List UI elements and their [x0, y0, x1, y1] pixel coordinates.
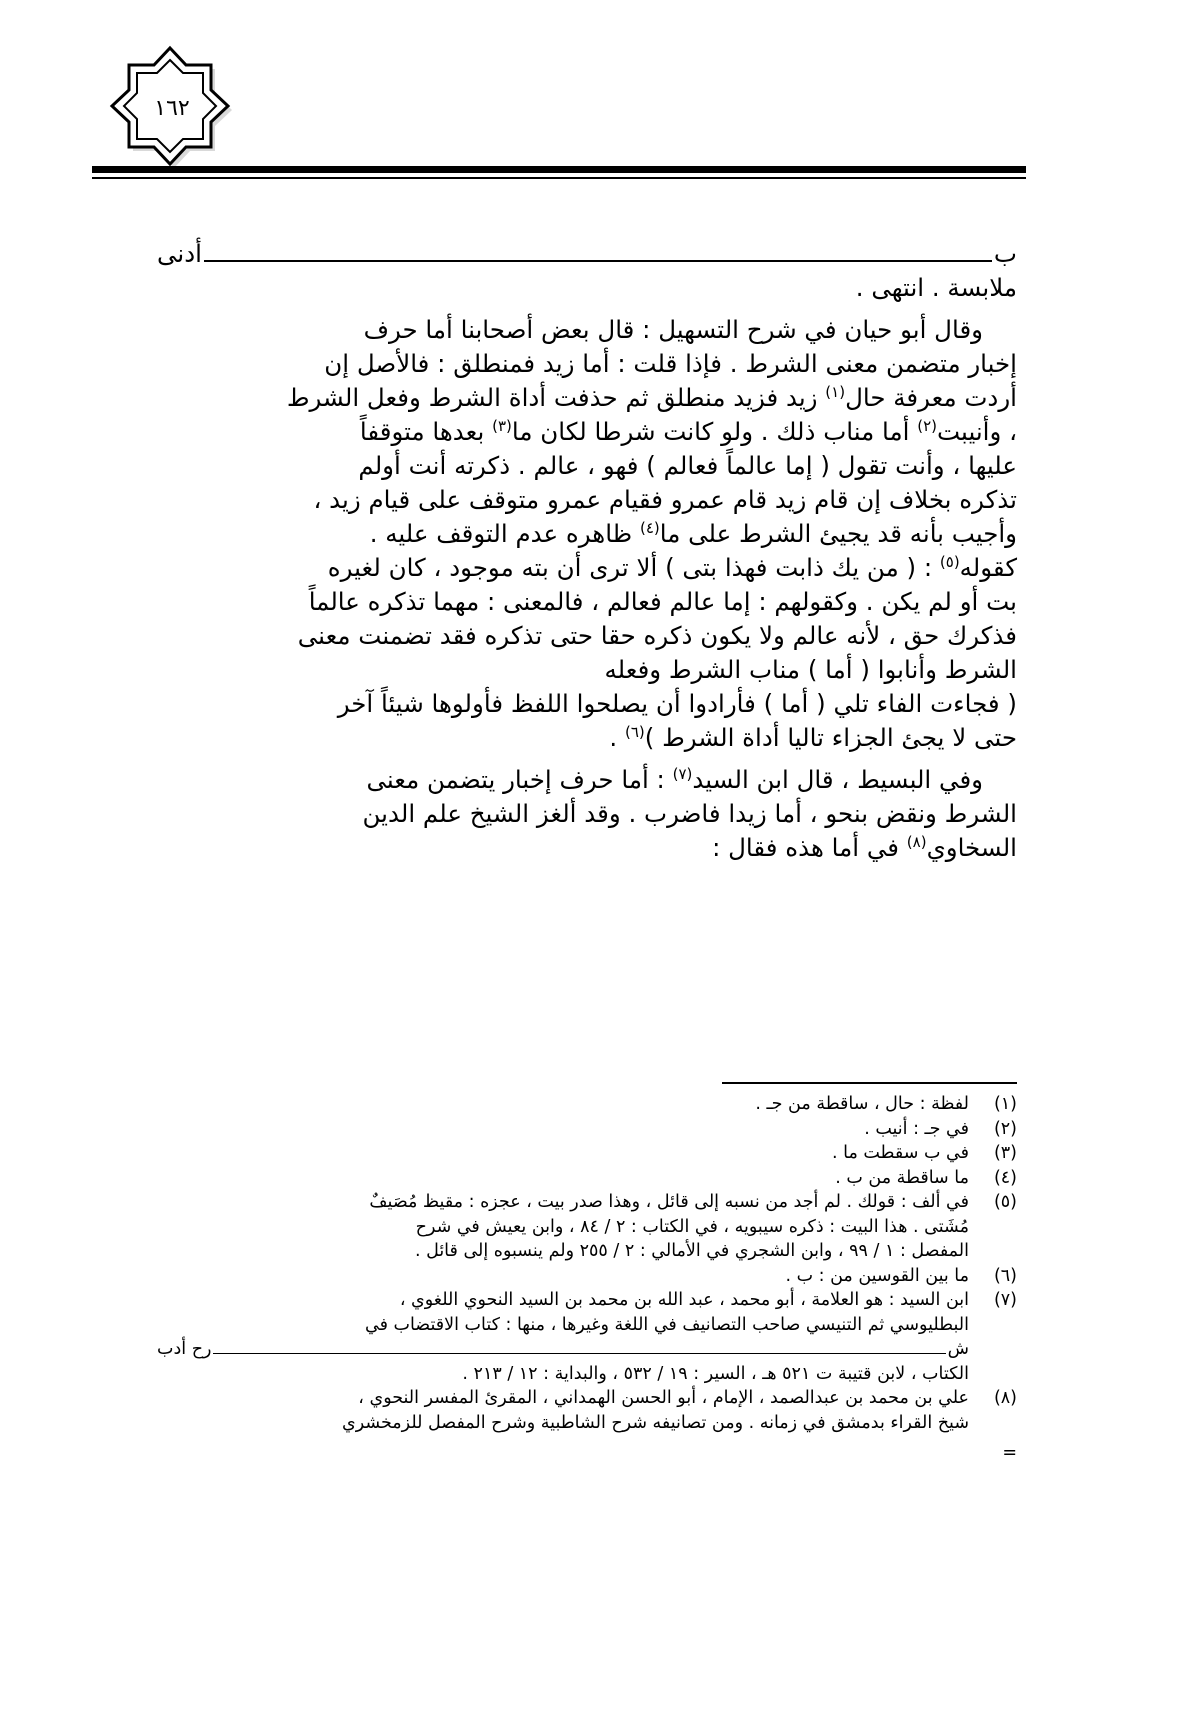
page-number-badge — [108, 44, 236, 172]
footnote-ref: (٦) — [624, 722, 645, 741]
footnote-ref: (٨) — [906, 832, 927, 851]
footnote-ref: (٣) — [492, 416, 512, 435]
footnote: (٣) في ب سقطت ما . — [831, 1143, 1017, 1163]
main-text — [157, 237, 1017, 865]
footnote: (٦) ما بين القوسين من : ب . — [785, 1265, 1017, 1286]
footnote: (١) لفظة : حال ، ساقطة من جـ . — [755, 1094, 1017, 1114]
footnote: (٧) ابن السيد : هو العلامة ، أبو محمد ، عبد الله بن محمد بن السيد النحوي اللغوي ، البطليوسي ثم التنيسي صاحب التصانيف في اللغة وغيرها ، منها : كتاب الاقتضاب في ش رح أدب الكتاب ، لابن قتيبة ت ٥٢١ هـ ، السير : ١٩ / ٥٣٢ ، والبداية : ١٢ / ٢١٣ . — [157, 1290, 1017, 1384]
footnote: (٨) علي بن محمد بن عبدالصمد ، الإمام ، أبو الحسن الهمداني ، المقرئ المفسر النحوي ، شيخ القراء بدمشق في زمانه . ومن تصانيفه شرح الشاطبية وشرح المفصل للزمخشري — [342, 1388, 1017, 1433]
footnote-ref: (٤) — [639, 518, 660, 537]
footnote: (٥) في ألف : قولك . لم أجد من نسبه إلى قائل ، وهذا صدر بيت ، عجزه : مقيظ مُصَيفٌ مُشَتى . هذا البيت : ذكره سيبويه ، في الكتاب : ٢ / ٨٤ ، وابن يعيش في شرح المفصل : ١ / ٩٩ ، وابن الشجري في الأمالي : ٢ / ٢٥٥ ولم ينسبوه إلى قائل . — [369, 1192, 1017, 1261]
footnote: (٤) ما ساقطة من ب . — [835, 1167, 1017, 1188]
footnote-ref: (٥) — [939, 552, 960, 571]
footnote-ref: (٧) — [672, 764, 693, 783]
paragraph: وفي البسيط ، قال ابن السيد$^{(٧)}$ : أما حرف إخبار يتضمن معنى الشرط ونقض بنحو ، أما زيدا فاضرب . وقد ألغز الشيخ علم الدين السخاوي$^{(٨)}$ في أما هذه فقال : — [362, 764, 1017, 862]
footnote: (٢) في جـ : أنيب . — [864, 1118, 1017, 1139]
footnote-ref: (١) — [825, 382, 846, 401]
text-line: ب أدنى — [157, 239, 1017, 268]
footnotes — [157, 1092, 1017, 1466]
text-line: ملابسة . انتهى . — [855, 273, 1017, 302]
continuation-mark: = — [1002, 1443, 1017, 1463]
footnote-ref: (٢) — [917, 416, 937, 435]
paragraph: وقال أبو حيان في شرح التسهيل : قال بعض أصحابنا أما حرف إخبار متضمن معنى الشرط . فإذا قلت : أما زيد فمنطلق : فالأصل إن أردت معرفة حال$^{(١)}$ زيد فزيد منطلق ثم حذفت أداة الشرط وفعل الشرط ، وأنيبت$^{(٢)}$ أما مناب ذلك . ولو كانت شرطا لكان ما$^{(٣)}$ بعدها متوقفاً عليها ، وأنت تقول ( إما عالماً فعالم ) فهو ، عالم . ذكرته أنت أولم تذكره بخلاف إن قام زيد قام عمرو فقيام عمرو متوقف على قيام زيد ، وأجيب بأنه قد يجيئ الشرط على ما$^{(٤)}$ ظاهره عدم التوقف عليه . كقوله$^{(٥)}$ : ( من يك ذابت فهذا بتى ) ألا ترى أن بته موجود ، كان لغيره بت أو لم يكن . وكقولهم : إما عالم فعالم ، فالمعنى : مهما تذكره عالماً فذكرك حق ، لأنه عالم ولا يكون ذكره حقا حتى تذكره فقد تضمنت معنى الشرط وأنابوا ( أما ) مناب الشرط وفعله ( فجاءت الفاء تلي ( أما ) فأرادوا أن يصلحوا اللفظ فأولوها شيئاً آخر حتى لا يجئ الجزاء تاليا أداة الشرط )$^{(٦)}$ . — [286, 315, 1017, 752]
footnote-separator — [722, 1082, 1017, 1084]
header-rule — [92, 166, 1026, 173]
page-number: ١٦٢ — [154, 95, 190, 121]
header-rule-thin — [92, 177, 1026, 179]
